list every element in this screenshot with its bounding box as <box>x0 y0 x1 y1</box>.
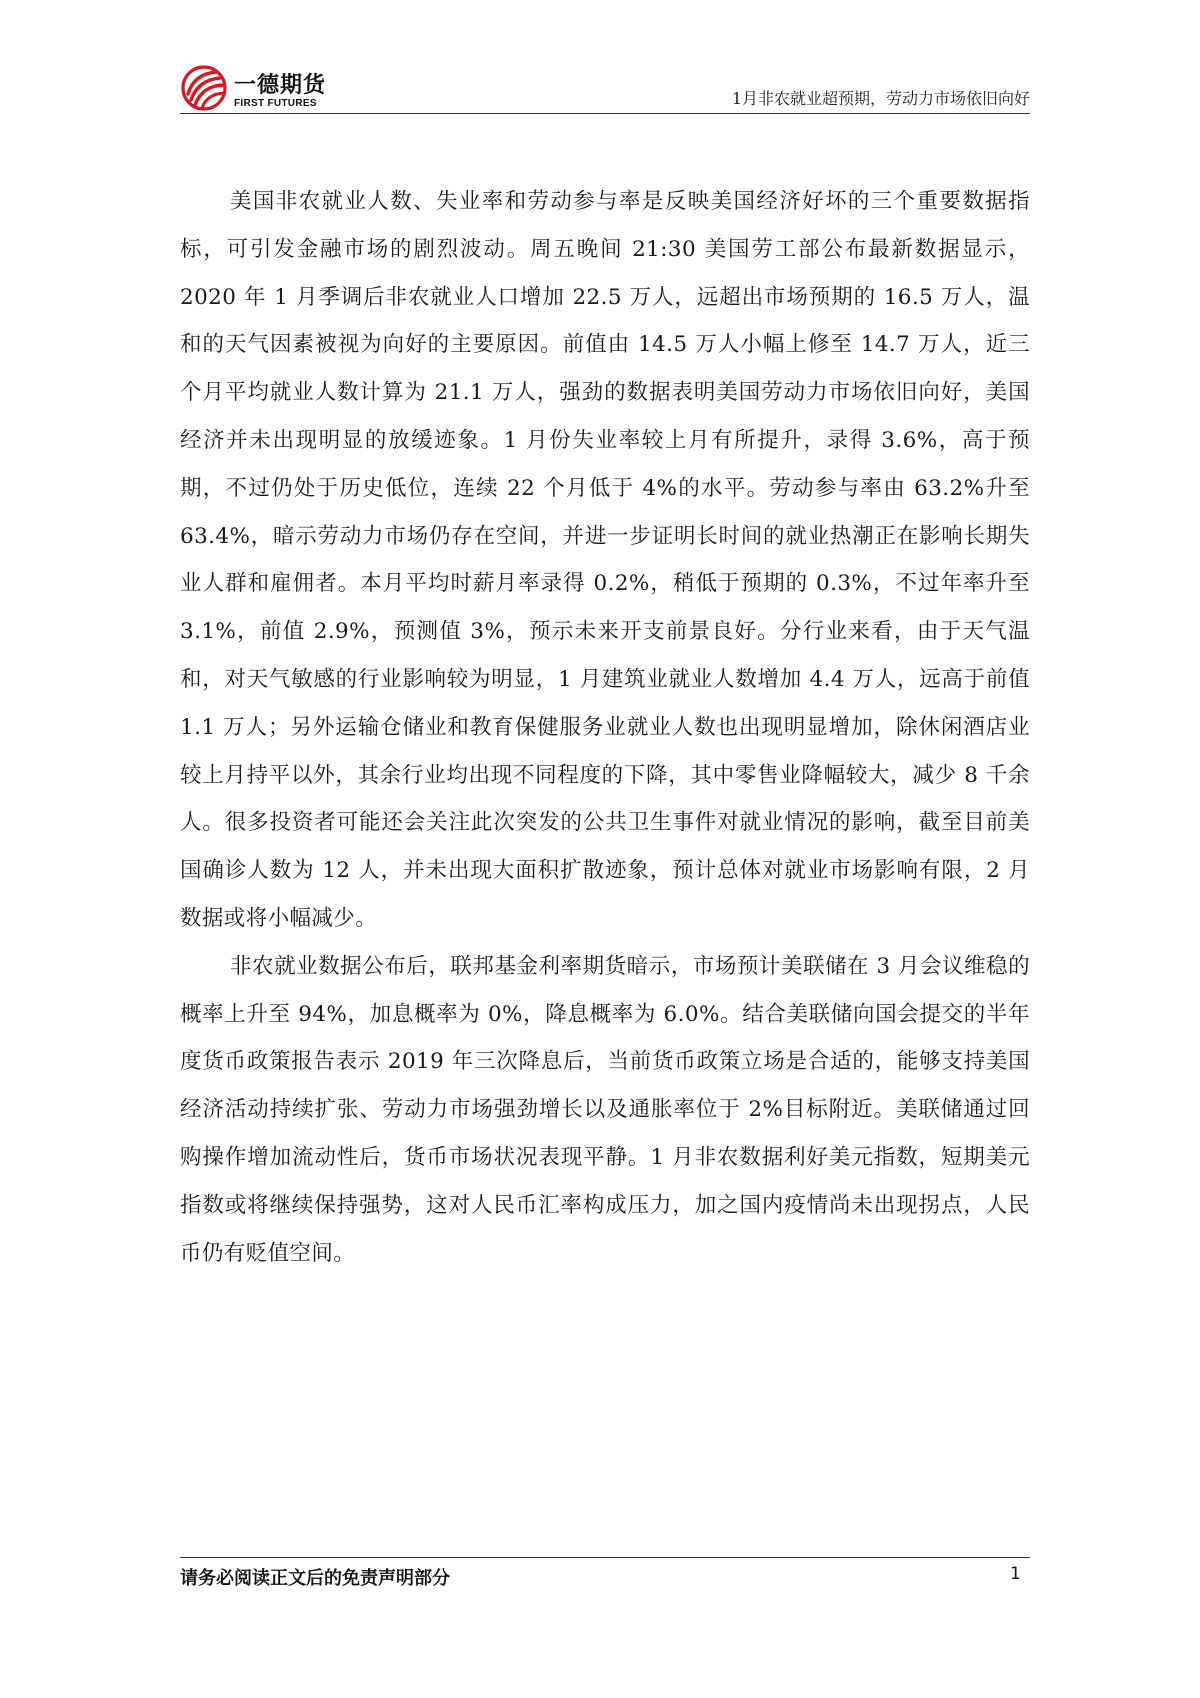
footer-divider <box>180 1557 1030 1558</box>
paragraph-2: 非农就业数据公布后，联邦基金利率期货暗示，市场预计美联储在 3 月会议维稳的概率上升至 94%，加息概率为 0%，降息概率为 6.0%。结合美联储向国会提交的半年度货币政策报告表示 2019 年三次降息后，当前货币政策立场是合适的，能够支持美国经济活动持续扩张、劳动力市场强劲增长以及通胀率位于 2%目标附近。美联储通过回购操作增加流动性后，货币市场状况表现平静。1 月非农数据利好美元指数，短期美元指数或将继续保持强势，这对人民币汇率构成压力，加之国内疫情尚未出现拐点，人民币仍有贬值空间。 <box>180 953 1030 1266</box>
header-divider <box>180 113 1030 114</box>
report-title: 1月非农就业超预期，劳动力市场依旧向好 <box>731 89 1030 108</box>
paragraph-1: 美国非农就业人数、失业率和劳动参与率是反映美国经济好坏的三个重要数据指标，可引发金融市场的剧烈波动。周五晚间 21:30 美国劳工部公布最新数据显示，2020 年 1 月季调后非农就业人口增加 22.5 万人，远超出市场预期的 16.5 万人，温和的天气因素被视为向好的主要原因。前值由 14.5 万人小幅上修至 14.7 万人，近三个月平均就业人数计算为 21.1 万人，强劲的数据表明美国劳动力市场依旧向好，美国经济并未出现明显的放缓迹象。1 月份失业率较上月有所提升，录得 3.6%，高于预期，不过仍处于历史低位，连续 22 个月低于 4%的水平。劳动参与率由 63.2%升至 63.4%，暗示劳动力市场仍存在空间，并进一步证明长时间的就业热潮正在影响长期失业人群和雇佣者。本月平均时薪月率录得 0.2%，稍低于预期的 0.3%，不过年率升至 3.1%，前值 2.9%，预测值 3%，预示未来开支前景良好。分行业来看，由于天气温和，对天气敏感的行业影响较为明显，1 月建筑业就业人数增加 4.4 万人，远高于前值 1.1 万人；另外运输仓储业和教育保健服务业就业人数也出现明显增加，除休闲酒店业较上月持平以外，其余行业均出现不同程度的下降，其中零售业降幅较大，减少 8 千余人。很多投资者可能还会关注此次突发的公共卫生事件对就业情况的影响，截至目前美国确诊人数为 12 人，并未出现大面积扩散迹象，预计总体对就业市场影响有限，2 月数据或将小幅减少。 <box>180 189 1030 931</box>
page-header <box>180 62 1030 114</box>
first-futures-logo-icon <box>180 64 228 112</box>
disclaimer-note: 请务必阅读正文后的免责声明部分 <box>180 1568 450 1589</box>
brand-name-cn: 一德期货 <box>234 73 327 98</box>
brand-name-en: FIRST FUTURES <box>234 98 317 109</box>
page-number: 1 <box>1010 1564 1021 1584</box>
article-body <box>180 178 1030 1277</box>
